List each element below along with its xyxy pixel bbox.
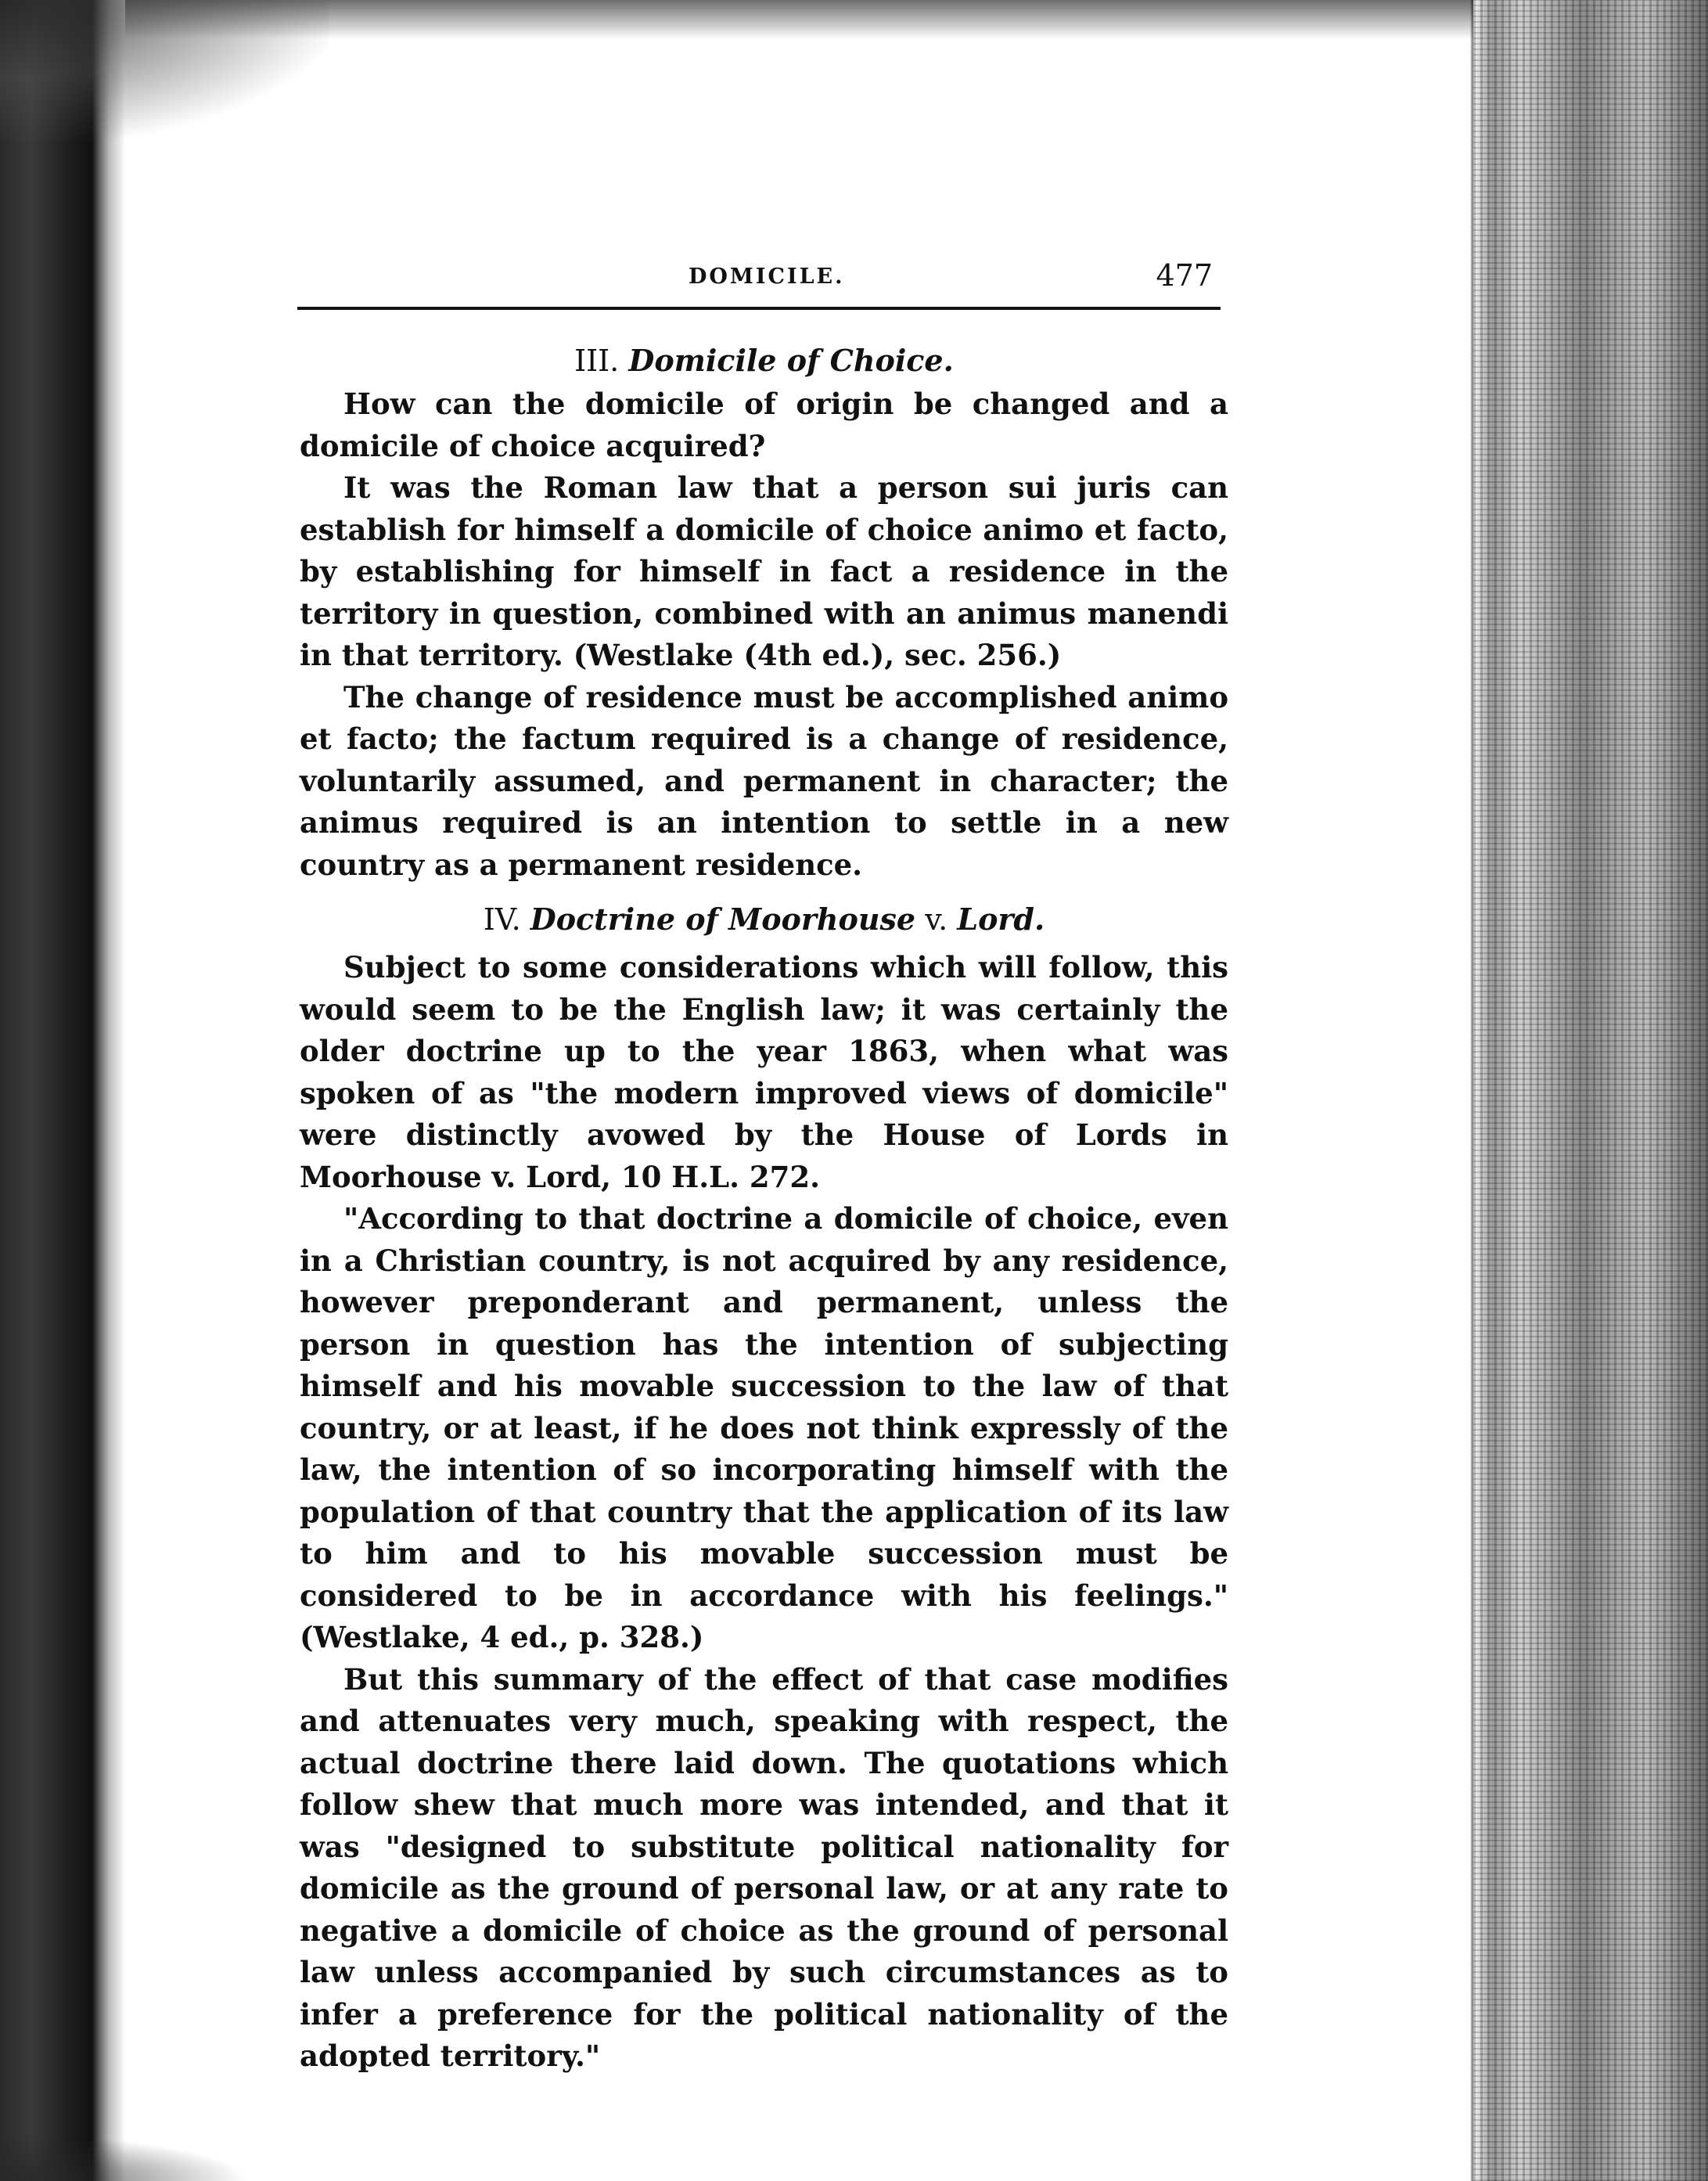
running-head	[297, 258, 1221, 305]
paragraph: How can the domicile of origin be changed and a domicile of choice acquired?	[300, 387, 1228, 463]
book-spine-shadow	[0, 0, 125, 2181]
header-rule	[297, 307, 1221, 310]
section-title: Domicile of Choice.	[628, 343, 954, 378]
running-title: DOMICILE.	[689, 265, 845, 289]
page-number: 477	[1156, 258, 1213, 293]
section-heading-iii	[300, 338, 1228, 383]
paragraph: Subject to some considerations which will follow, this would seem to be the English law; it was certainly the older doctrine up to the year 1863, when what was spoken of as "the modern improved views of domicile" were distinctly avowed by the House of Lords in Moorhouse v. Lord, 10 H.L. 272.	[300, 950, 1228, 1194]
section-number: III.	[574, 344, 620, 378]
paragraph: The change of residence must be accomplished animo et facto; the factum required is a change of residence, voluntarily assumed, and permanent in character; the animus required is an intention to settle in a new country as a permanent residence.	[300, 679, 1228, 882]
section-number: IV.	[483, 902, 521, 937]
section-heading-iv	[300, 897, 1228, 942]
section-title-versus: v.	[925, 902, 948, 937]
page-body	[300, 338, 1228, 2078]
paragraph: "According to that doctrine a domicile of choice, even in a Christian country, is not acquired by any residence, however preponderant and permanent, unless the person in question has the intention of subjecting himself and his movable succession to the law of that country, or at least, if he does not think expressly of the law, the intention of so incorporating himself with the population of that country that the application of its law to him and to his movable succession must be considered to be in accordance with his feelings." (Westlake, 4 ed., p. 328.)	[300, 1201, 1228, 1654]
paragraph: But this summary of the effect of that case modifies and attenuates very much, speaking with respect, the actual doctrine there laid down. The quotations which follow shew that much more was intended, and that it was "designed to substitute political nationality for domicile as the ground of personal law, or at any rate to negative a domicile of choice as the ground of personal law unless accompanied by such circumstances as to infer a preference for the political nationality of the adopted territory."	[300, 1661, 1228, 2073]
top-edge-shadow	[125, 0, 1487, 39]
section-title-part: Lord.	[957, 902, 1045, 937]
page-stack-edge	[1473, 0, 1708, 2181]
corner-shadow-bottom-left	[0, 2134, 250, 2181]
paragraph: It was the Roman law that a person sui juris can establish for himself a domicile of choice animo et facto, by establishing for himself in fact a residence in the territory in question, combined with an animus manendi in that territory. (Westlake (4th ed.), sec. 256.)	[300, 470, 1228, 672]
section-title-part: Doctrine of Moorhouse	[530, 902, 916, 937]
